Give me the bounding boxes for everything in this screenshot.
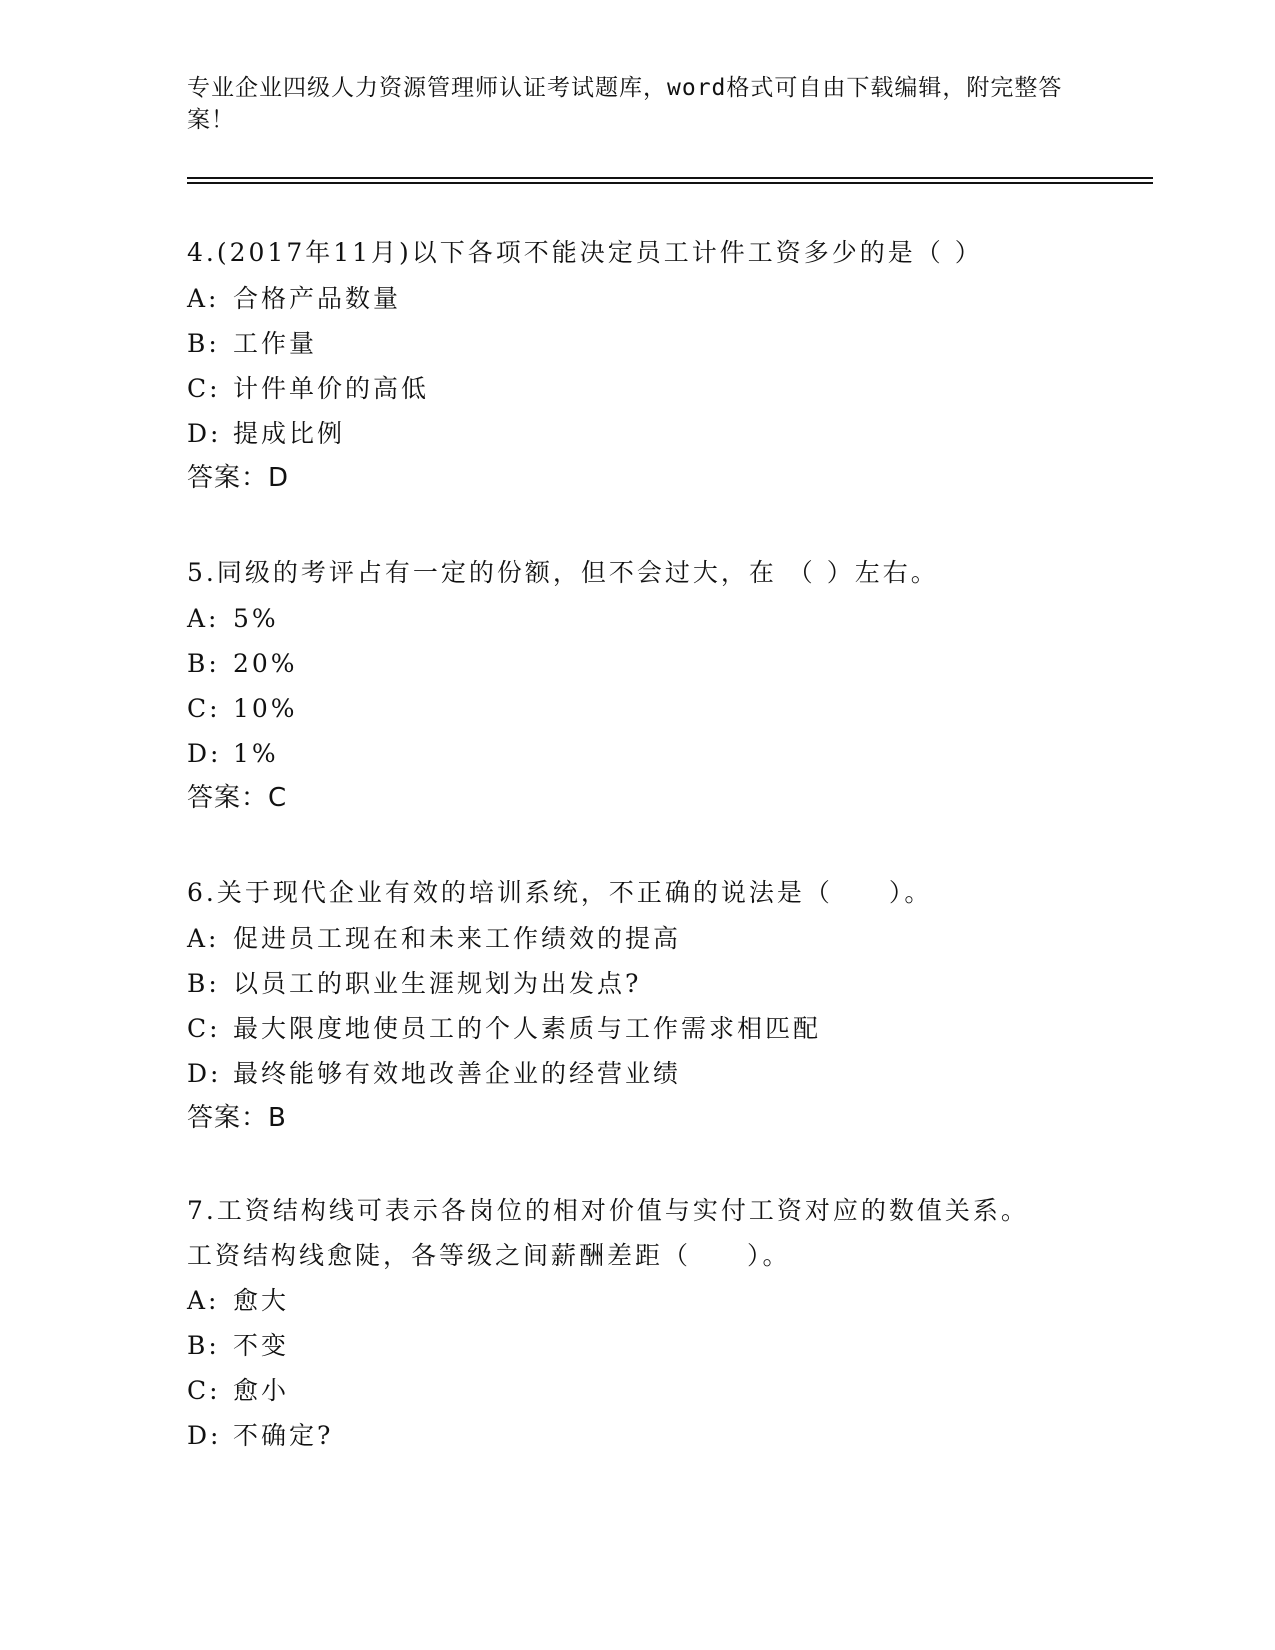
option-text: 愈小 — [233, 1376, 290, 1405]
option-letter: A: — [187, 284, 220, 313]
option-letter: B: — [187, 969, 220, 998]
option-a — [187, 596, 1147, 641]
option-letter: B: — [187, 1331, 220, 1360]
option-text: 以员工的职业生涯规划为出发点? — [233, 969, 642, 998]
question-stem: 7.工资结构线可表示各岗位的相对价值与实付工资对应的数值关系。 — [187, 1196, 1029, 1225]
option-text: 工作量 — [233, 329, 318, 358]
option-d — [187, 731, 1147, 776]
header-rule-bottom — [187, 182, 1153, 184]
question-5 — [187, 550, 1147, 821]
option-d — [187, 411, 1147, 456]
question-stem-continued: 工资结构线愈陡，各等级之间薪酬差距（ ）。 — [187, 1241, 791, 1270]
option-letter: D: — [187, 1421, 222, 1450]
option-d — [187, 1051, 1147, 1096]
option-a — [187, 916, 1147, 961]
option-text: 促进员工现在和未来工作绩效的提高 — [233, 924, 682, 953]
option-text: 5% — [233, 604, 279, 633]
option-letter: B: — [187, 649, 220, 678]
option-text: 10% — [233, 694, 298, 723]
option-b — [187, 321, 1147, 366]
question-stem: 4.(2017年11月)以下各项不能决定员工计件工资多少的是（ ） — [187, 238, 983, 267]
option-d — [187, 1413, 1147, 1458]
option-c — [187, 686, 1147, 731]
option-c — [187, 1368, 1147, 1413]
question-7 — [187, 1188, 1147, 1458]
answer-label: 答案：C — [187, 783, 288, 813]
option-c — [187, 366, 1147, 411]
option-letter: C: — [187, 374, 221, 403]
option-letter: D: — [187, 1059, 222, 1088]
option-text: 提成比例 — [233, 419, 346, 448]
question-4 — [187, 230, 1147, 501]
option-letter: A: — [187, 1286, 220, 1315]
question-stem: 5.同级的考评占有一定的份额，但不会过大，在 （ ）左右。 — [187, 558, 939, 587]
option-text: 计件单价的高低 — [233, 374, 430, 403]
option-b — [187, 961, 1147, 1006]
document-header: 专业企业四级人力资源管理师认证考试题库，word格式可自由下载编辑，附完整答案！ — [187, 75, 1063, 133]
question-6 — [187, 870, 1147, 1141]
option-letter: C: — [187, 1376, 221, 1405]
option-letter: A: — [187, 604, 220, 633]
answer-label: 答案：D — [187, 463, 290, 493]
option-text: 1% — [233, 739, 279, 768]
option-a — [187, 276, 1147, 321]
option-text: 最终能够有效地改善企业的经营业绩 — [233, 1059, 682, 1088]
option-letter: C: — [187, 694, 221, 723]
option-letter: D: — [187, 739, 222, 768]
option-letter: A: — [187, 924, 220, 953]
option-text: 20% — [233, 649, 298, 678]
option-letter: D: — [187, 419, 222, 448]
option-text: 不确定? — [233, 1421, 334, 1450]
option-c — [187, 1006, 1147, 1051]
question-stem: 6.关于现代企业有效的培训系统，不正确的说法是（ ）。 — [187, 878, 933, 907]
option-a — [187, 1278, 1147, 1323]
option-letter: C: — [187, 1014, 221, 1043]
option-text: 不变 — [233, 1331, 290, 1360]
option-text: 合格产品数量 — [233, 284, 402, 313]
option-b — [187, 641, 1147, 686]
option-text: 最大限度地使员工的个人素质与工作需求相匹配 — [233, 1014, 822, 1043]
answer-label: 答案：B — [187, 1103, 287, 1133]
option-letter: B: — [187, 329, 220, 358]
header-rule-top — [187, 177, 1153, 179]
option-text: 愈大 — [233, 1286, 290, 1315]
option-b — [187, 1323, 1147, 1368]
